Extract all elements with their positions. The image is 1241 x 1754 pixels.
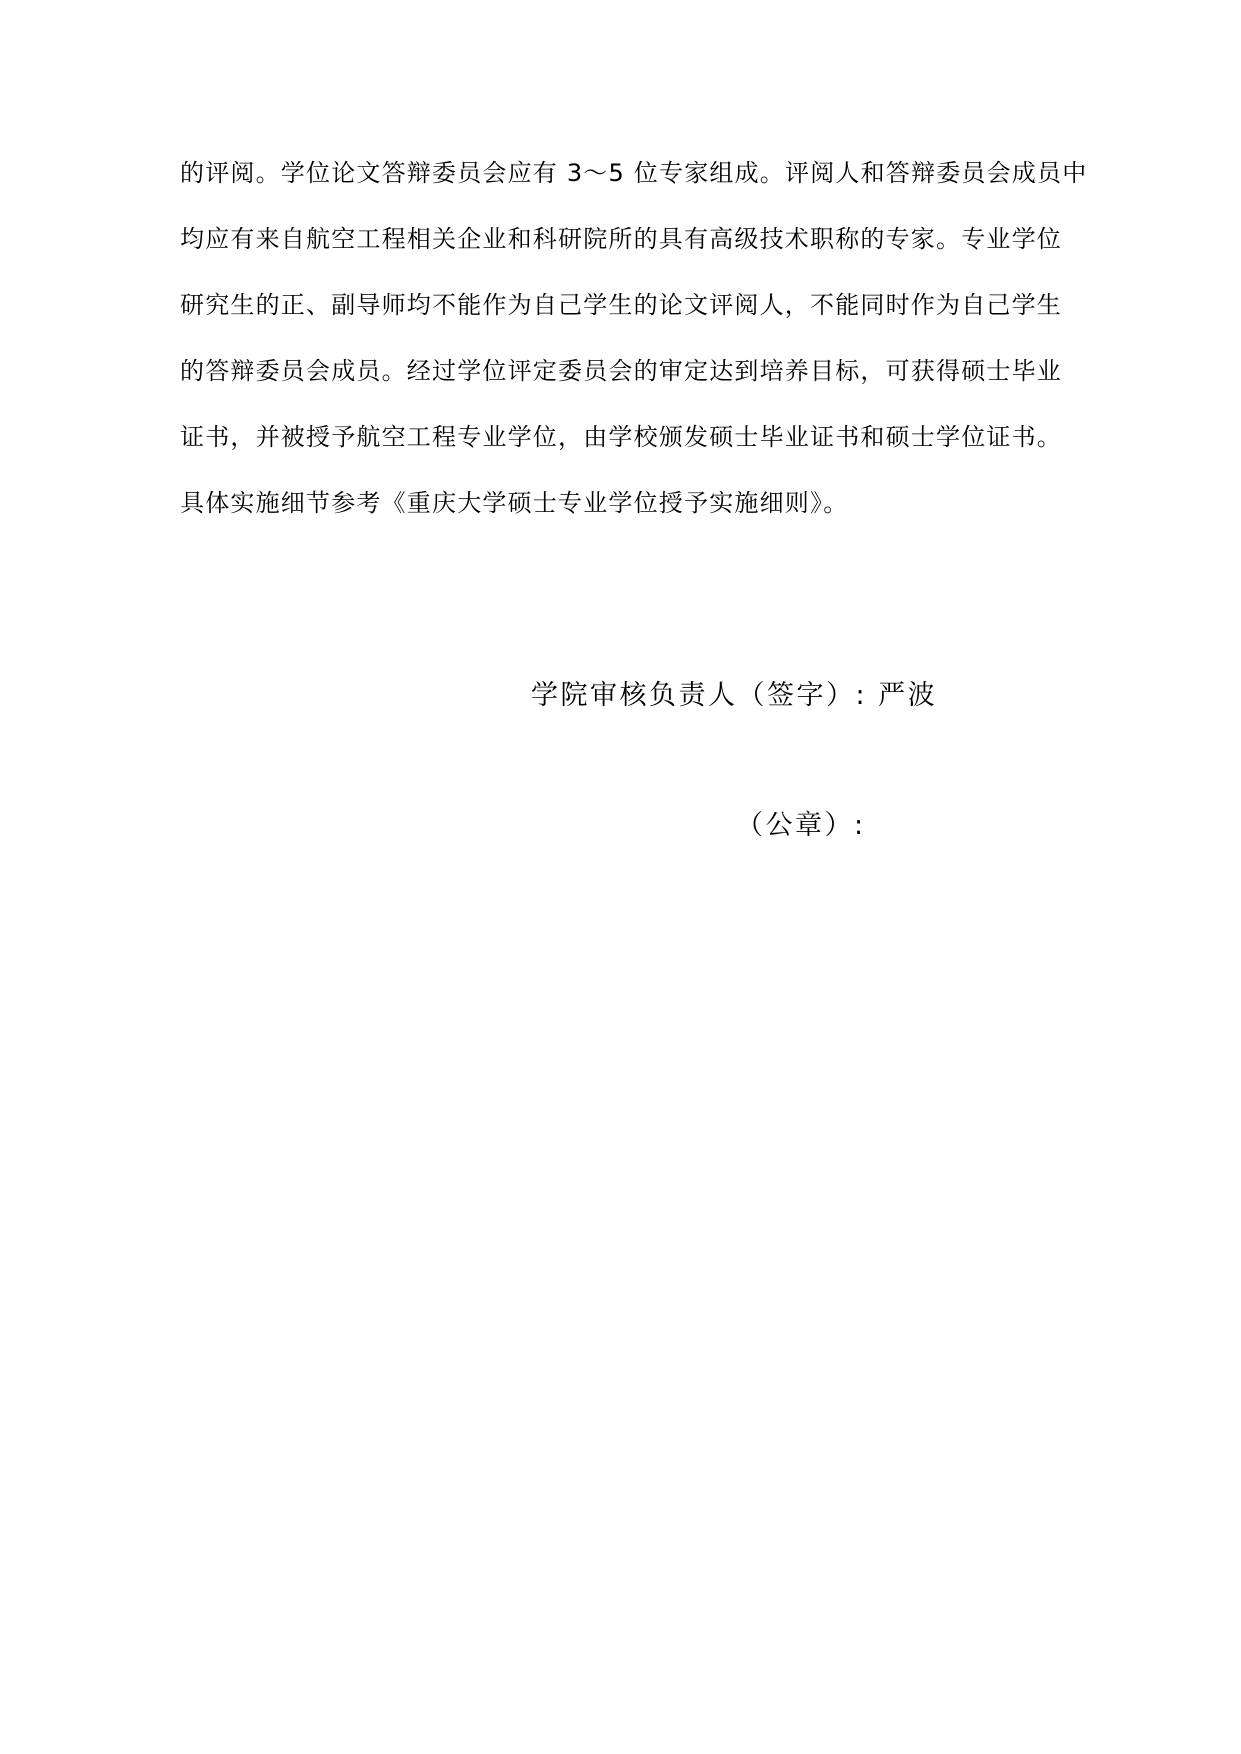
paragraph-line-3: 研究生的正、副导师均不能作为自己学生的论文评阅人，不能同时作为自己学生	[180, 291, 1062, 319]
official-seal-line: （公章）:	[736, 810, 866, 841]
paragraph-line-5: 证书，并被授予航空工程专业学位，由学校颁发硕士毕业证书和硕士学位证书。	[180, 423, 1062, 451]
paragraph-line-6: 具体实施细节参考《重庆大学硕士专业学位授予实施细则》。	[180, 489, 849, 517]
paragraph-line-1: 的评阅。学位论文答辩委员会应有 3～5 位专家组成。评阅人和答辩委员会成员中	[180, 159, 1088, 187]
paragraph-line-2: 均应有来自航空工程相关企业和科研院所的具有高级技术职称的专家。专业学位	[180, 225, 1062, 253]
signature-line: 学院审核负责人（签字）: 严波	[531, 680, 938, 711]
paragraph-line-4: 的答辩委员会成员。经过学位评定委员会的审定达到培养目标，可获得硕士毕业	[180, 357, 1062, 385]
body-paragraph	[180, 153, 1088, 549]
